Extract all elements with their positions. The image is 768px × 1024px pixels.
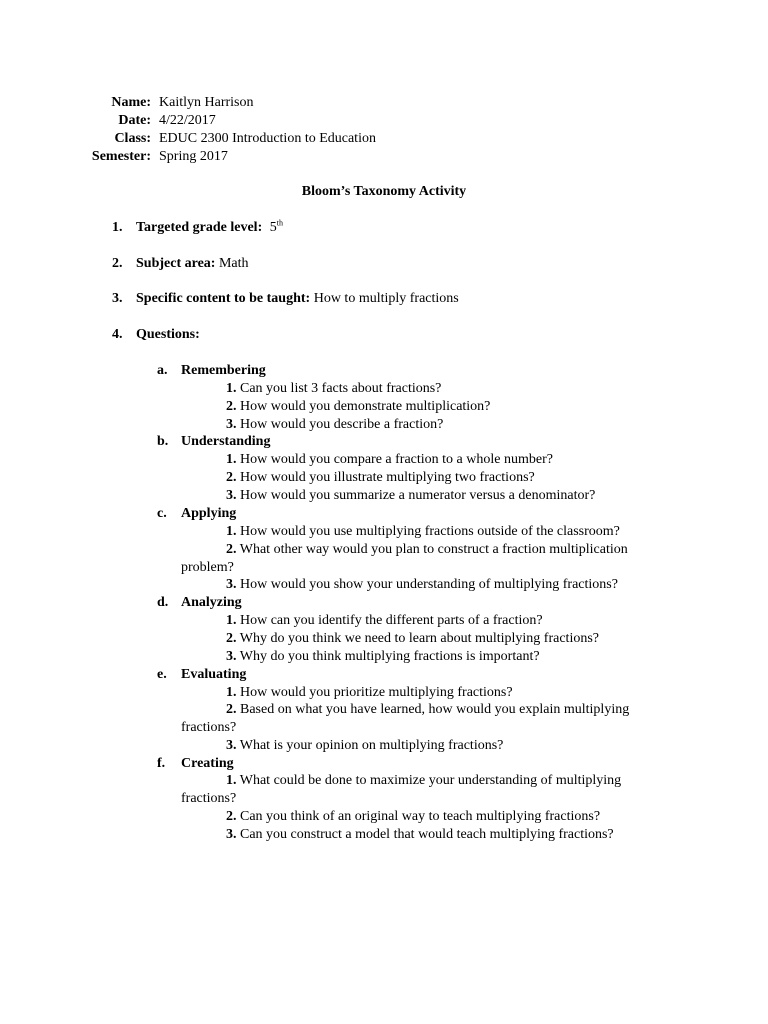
question: 2. How would you illustrate multiplying two fractions? [226, 470, 535, 485]
section-title: Understanding [181, 434, 271, 449]
section-title: Creating [181, 756, 234, 771]
question: 2. Based on what you have learned, how would you explain multiplying fractions? [181, 702, 630, 735]
question: 2. How would you demonstrate multiplication? [226, 399, 491, 414]
class-row [0, 130, 768, 148]
question: 3. How would you describe a fraction? [226, 417, 444, 432]
class-label: Class: [114, 131, 151, 146]
class-value: EDUC 2300 Introduction to Education [159, 131, 376, 146]
subject-area-value: Math [218, 256, 249, 271]
question: 2. What other way would you plan to construct a fraction multiplication problem? [181, 542, 628, 575]
name-row [0, 94, 768, 112]
section-title: Applying [181, 506, 237, 521]
semester-label: Semester: [91, 149, 151, 164]
name-label: Name: [111, 95, 151, 110]
question: 3. What is your opinion on multiplying fractions? [226, 738, 504, 753]
questions-item [0, 326, 768, 344]
semester-row [0, 148, 768, 166]
date-value: 4/22/2017 [159, 113, 216, 128]
question: 1. How would you compare a fraction to a whole number? [226, 452, 553, 467]
item-label: Specific content to be taught: [136, 291, 311, 306]
question: 1. Can you list 3 facts about fractions? [226, 381, 442, 396]
section-title: Remembering [181, 363, 266, 378]
section-marker: f. [157, 756, 166, 771]
item-label: Targeted grade level: [136, 220, 263, 235]
item-label: Questions: [136, 327, 200, 342]
section-marker: e. [157, 667, 167, 682]
document-title: Bloom’s Taxonomy Activity [301, 184, 467, 199]
grade-level-value: 5 [269, 220, 277, 235]
item-number: 1. [112, 220, 123, 235]
grade-level-item [0, 219, 768, 237]
question: 3. How would you show your understanding of multiplying fractions? [226, 577, 618, 592]
question: 3. Why do you think multiplying fractions is important? [226, 649, 540, 664]
section-marker: a. [157, 363, 168, 378]
question: 3. How would you summarize a numerator versus a denominator? [226, 488, 596, 503]
question: 1. How would you prioritize multiplying fractions? [226, 685, 513, 700]
section-marker: d. [157, 595, 169, 610]
item-number: 3. [112, 291, 123, 306]
grade-level-suffix: th [276, 218, 283, 228]
subject-area-item [0, 255, 768, 273]
question: 2. Can you think of an original way to teach multiplying fractions? [226, 809, 601, 824]
section-title: Evaluating [181, 667, 247, 682]
section-marker: b. [157, 434, 169, 449]
item-label: Subject area: [136, 256, 216, 271]
section-marker: c. [157, 506, 167, 521]
semester-value: Spring 2017 [159, 149, 228, 164]
section-title: Analyzing [181, 595, 242, 610]
question: 2. Why do you think we need to learn about multiplying fractions? [226, 631, 599, 646]
item-number: 4. [112, 327, 123, 342]
question: 1. How would you use multiplying fractions outside of the classroom? [226, 524, 620, 539]
question: 3. Can you construct a model that would teach multiplying fractions? [226, 827, 614, 842]
question: 1. What could be done to maximize your understanding of multiplying fractions? [181, 773, 622, 806]
content-item [0, 290, 768, 308]
question: 1. How can you identify the different parts of a fraction? [226, 613, 543, 628]
content-value: How to multiply fractions [313, 291, 459, 306]
name-value: Kaitlyn Harrison [159, 95, 254, 110]
item-number: 2. [112, 256, 123, 271]
date-label: Date: [118, 113, 151, 128]
date-row [0, 112, 768, 130]
